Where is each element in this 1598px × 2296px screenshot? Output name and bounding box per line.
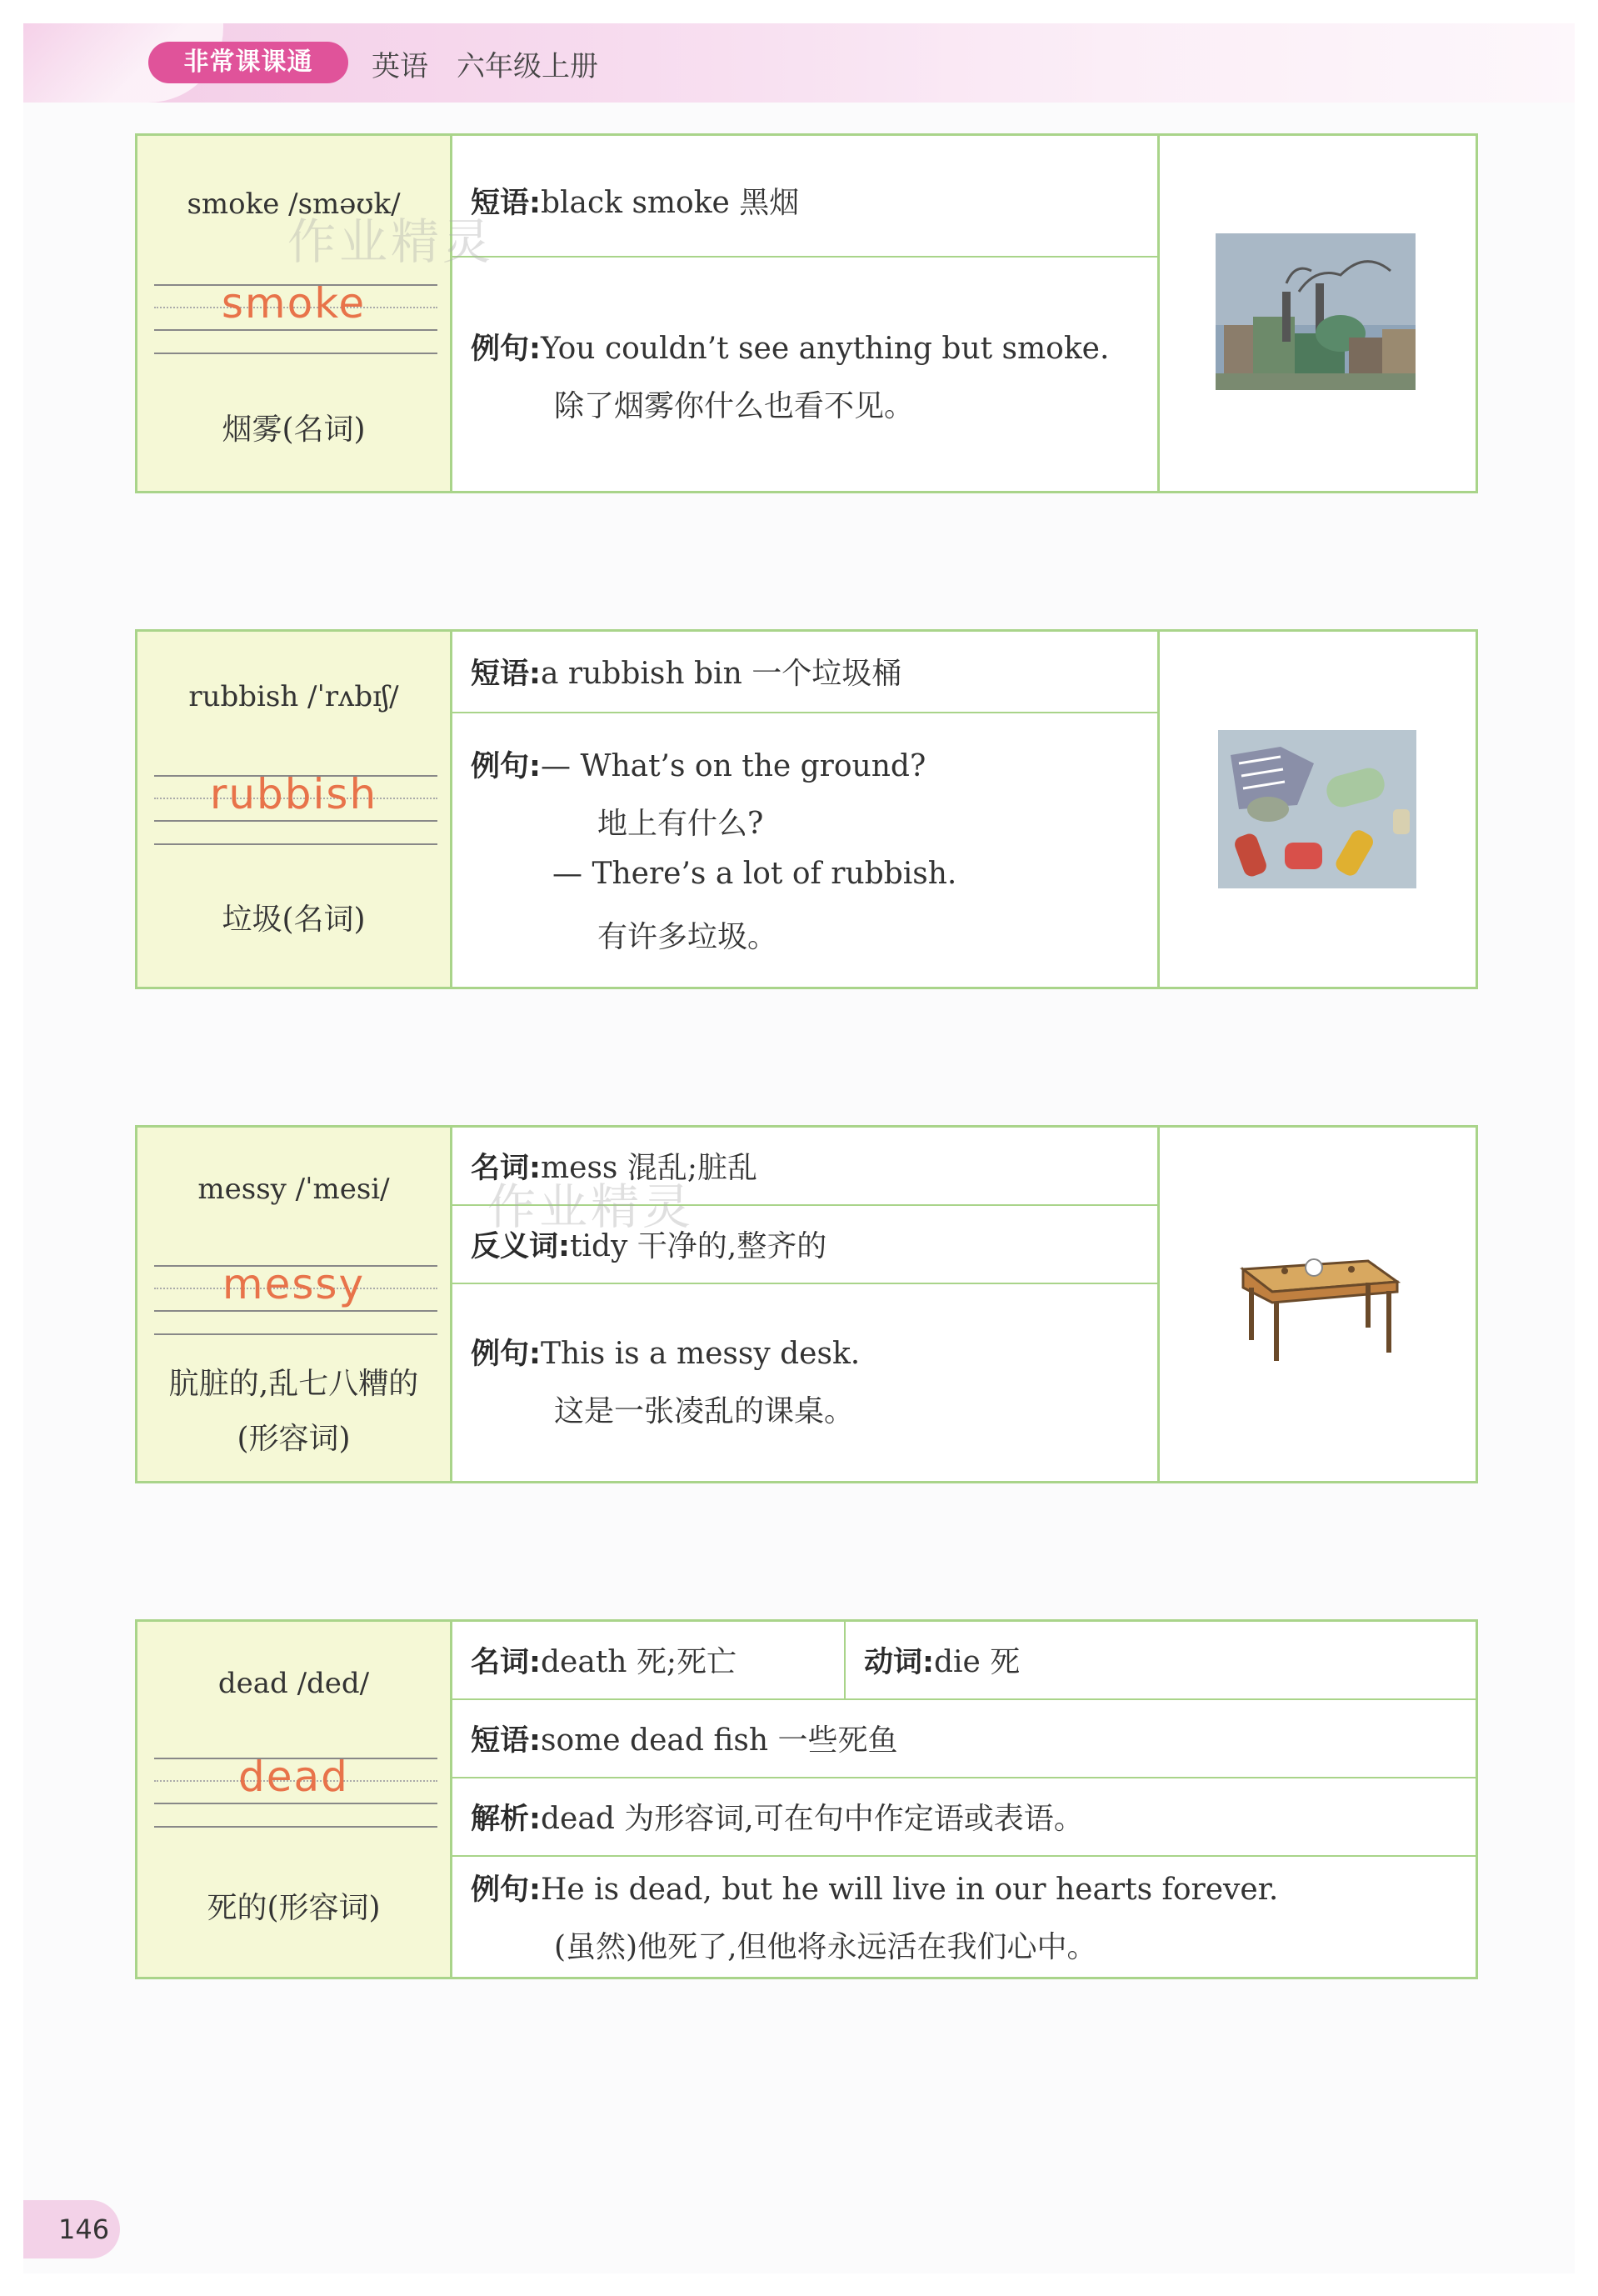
phrase-text: some dead fish 一些死鱼 [541,1723,898,1758]
example-en: You couldn’t see anything but smoke. [541,332,1110,366]
watermark: 作业精灵 [287,213,495,270]
analysis-row [452,1778,1476,1857]
noun-text: death 死;死亡 [541,1645,737,1679]
example-en: This is a messy desk. [541,1337,861,1371]
phrase-label: 短语: [471,187,541,220]
example-label: 例句: [471,750,541,783]
antonym-label: 反义词: [471,1230,570,1263]
analysis-text: dead 为形容词,可在句中作定语或表语。 [541,1802,1084,1836]
phrase-row [452,632,1157,713]
noun-label: 名词: [471,1152,541,1185]
handwriting-word: rubbish [209,770,378,818]
antonym-text: tidy 干净的,整齐的 [570,1229,827,1263]
example-question-zh: 地上有什么? [597,807,764,841]
subject-label: 英语 [372,50,428,83]
picture-panel [1157,632,1476,987]
word-meaning: 死的(形容词) [207,1891,381,1925]
example-row [452,258,1157,491]
phrase-label: 短语: [471,658,541,691]
example-answer-zh: 有许多垃圾。 [597,920,778,954]
handwriting-word: dead [238,1753,349,1801]
example-answer-en: — There’s a lot of rubbish. [552,857,957,891]
messy-desk-picture [1235,1236,1401,1369]
info-panel [452,632,1157,987]
phrase-label: 短语: [471,1724,541,1758]
phrase-row [452,136,1157,258]
word-panel [137,1128,452,1481]
example-row [452,713,1157,988]
word-panel [137,632,452,987]
example-question-en: — What’s on the ground? [541,749,926,783]
word-meaning: 垃圾(名词) [222,903,366,937]
example-zh: (虽然)他死了,但他将永远活在我们心中。 [554,1930,1097,1964]
factory-smoke-picture [1216,233,1416,390]
word-phonetic: rubbish /ˈrʌbɪʃ/ [188,680,399,713]
watermark: 作业精灵 [487,1178,695,1235]
example-label: 例句: [471,1873,541,1907]
verb-text: die 死 [934,1645,1021,1679]
word-meaning-1: 肮脏的,乱七八糟的 [168,1367,419,1401]
vocab-card-smoke [135,133,1478,493]
example-row [452,1857,1476,1978]
phrase-text: a rubbish bin 一个垃圾桶 [541,657,902,691]
noun-text: mess 混乱;脏乱 [541,1151,757,1185]
word-panel [137,136,452,491]
vocab-card-rubbish [135,629,1478,989]
vocab-card-messy [135,1125,1478,1483]
phrase-row [452,1700,1476,1778]
grade-label: 六年级上册 [457,50,598,83]
info-panel [452,136,1157,491]
word-phonetic: messy /ˈmesi/ [197,1173,390,1206]
noun-verb-row [452,1622,1476,1700]
word-meaning: 烟雾(名词) [222,413,366,447]
info-panel [452,1622,1476,1977]
example-row [452,1284,1157,1483]
handwriting-word: messy [222,1260,366,1308]
example-label: 例句: [471,1338,541,1371]
analysis-label: 解析: [471,1803,541,1836]
word-meaning-2: (形容词) [237,1422,351,1456]
vocab-card-dead [135,1619,1478,1979]
series-badge: 非常课课通 [148,42,348,83]
handwriting-word: smoke [221,279,367,328]
page-number: 146 [58,2213,110,2245]
word-phonetic: smoke /sməʊk/ [187,188,401,221]
example-label: 例句: [471,333,541,366]
example-zh: 除了烟雾你什么也看不见。 [554,389,915,423]
picture-panel [1157,1128,1476,1481]
word-panel [137,1622,452,1977]
verb-label: 动词: [864,1646,934,1679]
picture-panel [1157,136,1476,491]
word-phonetic: dead /ded/ [217,1667,370,1700]
rubbish-picture [1218,730,1416,888]
phrase-text: black smoke 黑烟 [541,186,800,220]
noun-label: 名词: [471,1646,541,1679]
example-en: He is dead, but he will live in our hearts forever. [541,1873,1279,1907]
example-zh: 这是一张凌乱的课桌。 [554,1394,855,1428]
